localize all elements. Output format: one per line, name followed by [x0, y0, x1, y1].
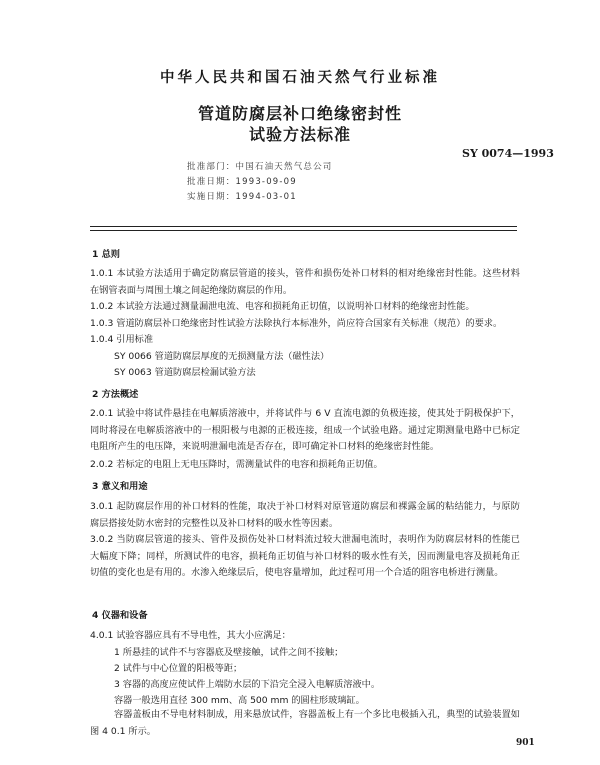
standard-number: SY 0074—1993: [462, 147, 554, 160]
list-item-3: 3 容器的高度应使试件上端防水层的下沿完全浸入电解质溶液中。: [114, 679, 381, 690]
container-lid-note: 容器盖板由不导电材料制成，用来悬放试件，容器盖板上有一个多比电极插入孔，典型的试验装置如图 4 0.1 所示。: [90, 709, 520, 737]
reference-sy0063: SY 0063 管道防腐层检漏试验方法: [114, 367, 256, 378]
para-3-0-1: 3.0.1 起防腐层作用的补口材料的性能，取决于补口材料对原管道防腐层和裸露金属的粘结能力，与原防腐层搭接处防水密封的完整性以及补口材料的吸水性等因素。: [90, 501, 520, 529]
page-number: 901: [516, 738, 535, 748]
doc-title-line2: 试验方法标准: [248, 125, 351, 144]
section-1-title: 1 总则: [92, 249, 120, 260]
doc-title-line1: 管道防腐层补口绝缘密封性: [197, 104, 402, 123]
list-item-2: 2 试件与中心位置的阳极等距；: [114, 663, 243, 674]
section-3-title: 3 意义和用途: [92, 481, 148, 492]
list-item-1: 1 所悬挂的试件不与容器底及壁接触，试件之间不接触；: [114, 647, 344, 658]
para-3-0-2: 3.0.2 当防腐层管道的接头、管件及损伤处补口材料流过较大泄漏电流时，表明作为防腐层材料的性能已大幅度下降；同样，所测试件的电容，损耗角正切值与补口材料的吸水性有关，因而测量电容及损耗角正切值的变化也是有用的。水渗入绝缘层后，使电容量增加，此过程可用一个合适的阻容电桥进行测量。: [90, 534, 520, 578]
section-2-title: 2 方法概述: [92, 389, 139, 400]
para-1-0-4: 1.0.4 引用标准: [90, 334, 154, 345]
para-2-0-1: 2.0.1 试验中将试件悬挂在电解质溶液中，并将试件与 6 V 直流电源的负极连接，使其处于阴极保护下，同时将浸在电解质溶液中的一根阳极与电源的正极连接，组成一个试验电路。通过定期测量电路中已标定电阻所产生的电压降，来说明泄漏电流是否存在，即可确定补口材料的绝缘密封性能。: [90, 408, 520, 452]
header-rule-top: [90, 226, 517, 227]
container-size-note: 容器一般选用直径 300 mm、高 500 mm 的圆柱形玻璃缸。: [114, 695, 365, 706]
para-1-0-2: 1.0.2 本试验方法通过测量漏泄电流、电容和损耗角正切值，以说明补口材料的绝缘密封性能。: [90, 301, 475, 312]
approve-date-line: 批准日期：1993-09-09: [187, 177, 297, 187]
para-2-0-2: 2.0.2 若标定的电阻上无电压降时，需测量试件的电容和损耗角正切值。: [90, 459, 383, 470]
para-1-0-3: 1.0.3 管道防腐层补口绝缘密封性试验方法除执行本标准外，尚应符合国家有关标准（规范）的要求。: [90, 318, 503, 329]
effective-date-line: 实施日期：1994-03-01: [187, 192, 297, 202]
reference-sy0066: SY 0066 管道防腐层厚度的无损测量方法（磁性法）: [114, 351, 330, 362]
para-4-0-1: 4.0.1 试验容器应具有不导电性，其大小应满足：: [90, 630, 291, 641]
document-header: 中华人民共和国石油天然气行业标准: [160, 70, 440, 86]
header-rule-bottom: [90, 230, 517, 231]
approver-line: 批准部门：中国石油天然气总公司: [187, 162, 333, 172]
section-4-title: 4 仪器和设备: [92, 610, 148, 621]
para-1-0-1: 1.0.1 本试验方法适用于确定防腐层管道的接头，管件和损伤处补口材料的相对绝缘密封性能。这些材料在钢管表面与周围土壤之间起绝缘防腐层的作用。: [90, 268, 520, 296]
